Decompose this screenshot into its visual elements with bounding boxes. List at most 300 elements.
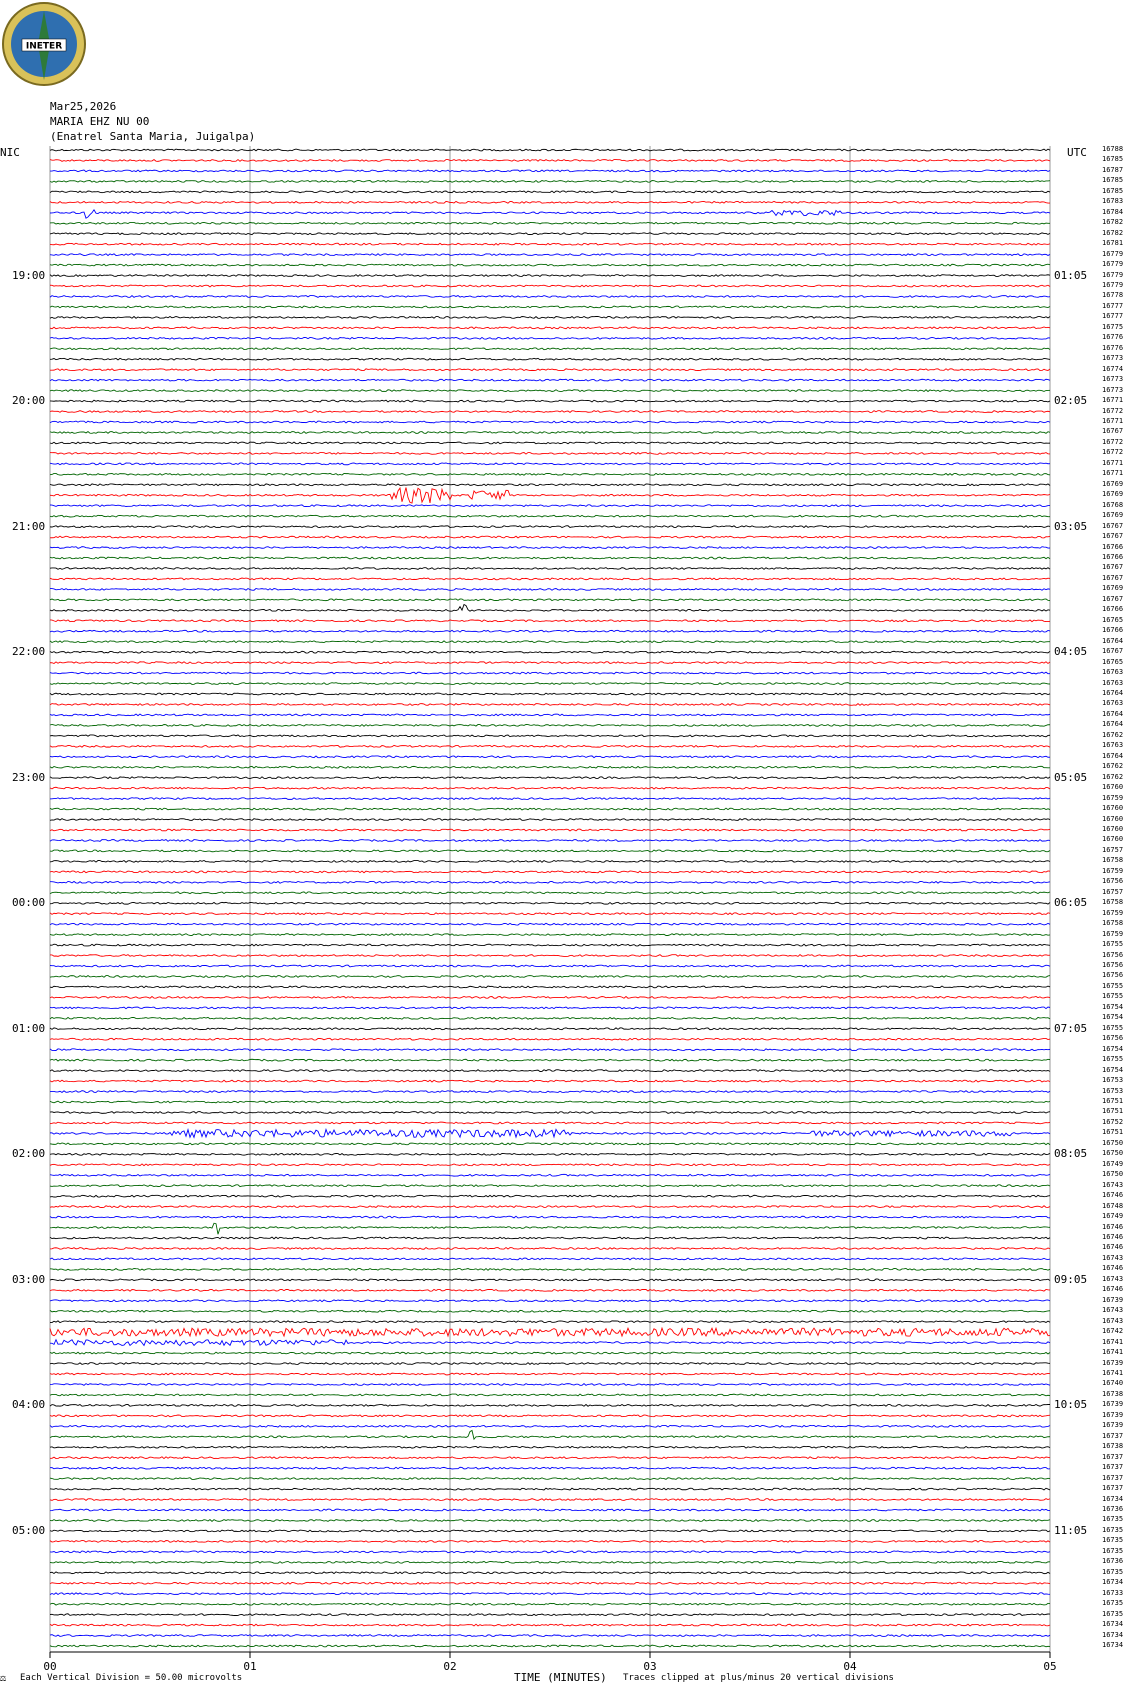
trace-25 [50,411,1050,413]
trace-count: 16772 [1102,437,1124,446]
trace-count: 16754 [1102,1044,1124,1053]
trace-103 [50,1223,1050,1234]
trace-count: 16750 [1102,1138,1124,1147]
trace-42 [50,588,1050,590]
trace-84 [50,1028,1050,1030]
trace-count: 16765 [1102,657,1124,666]
trace-59 [50,766,1050,768]
trace-83 [50,1017,1050,1019]
trace-count: 16768 [1102,500,1124,509]
x-tick-label: 04 [843,1660,857,1673]
trace-count: 16777 [1102,312,1124,321]
trace-count: 16756 [1102,971,1124,980]
trace-count: 16764 [1102,636,1124,645]
trace-count: 16782 [1102,218,1124,227]
x-tick-label: 05 [1043,1660,1057,1673]
trace-count: 16735 [1102,1536,1124,1545]
trace-count: 16773 [1102,354,1124,363]
trace-count: 16751 [1102,1097,1124,1105]
trace-count: 16764 [1102,689,1124,697]
trace-20 [50,358,1050,360]
trace-76 [50,944,1050,946]
trace-count: 16779 [1102,249,1124,258]
right-hour-label: 01:05 [1054,268,1088,282]
trace-count: 16762 [1102,730,1124,739]
trace-count: 16755 [1102,1023,1124,1032]
trace-139 [50,1603,1050,1605]
trace-count: 16754 [1102,1013,1124,1022]
trace-count: 16734 [1102,1494,1124,1503]
trace-count: 16743 [1102,1274,1124,1283]
trace-62 [50,798,1050,800]
trace-count: 16782 [1102,228,1124,237]
trace-26 [50,421,1050,423]
trace-46 [50,630,1050,632]
trace-count: 16767 [1102,563,1124,572]
trace-89 [50,1080,1050,1082]
left-hour-label: 19:00 [12,268,46,282]
trace-43 [50,599,1050,601]
trace-92 [50,1112,1050,1114]
trace-count: 16741 [1102,1369,1124,1377]
trace-100 [50,1195,1050,1197]
trace-count: 16777 [1102,301,1124,310]
trace-count: 16757 [1102,887,1124,896]
trace-count: 16771 [1102,417,1124,425]
trace-8 [50,233,1050,235]
trace-count: 16766 [1102,542,1124,551]
trace-count: 16749 [1102,1212,1124,1221]
trace-7 [50,222,1050,224]
trace-group [50,149,1050,1647]
trace-66 [50,840,1050,842]
trace-47 [50,641,1050,643]
trace-110 [50,1300,1050,1302]
trace-count: 16750 [1102,1149,1124,1158]
trace-count: 16741 [1102,1337,1124,1346]
trace-count: 16743 [1102,1306,1124,1315]
trace-count: 16734 [1102,1641,1124,1649]
trace-40 [50,568,1050,570]
trace-77 [50,955,1050,957]
trace-72 [50,902,1050,904]
trace-44 [50,604,1050,611]
trace-143 [50,1645,1050,1647]
trace-13 [50,285,1050,287]
trace-count: 16767 [1102,532,1124,541]
trace-23 [50,390,1050,392]
trace-41 [50,578,1050,580]
trace-count: 16756 [1102,961,1124,969]
trace-67 [50,850,1050,852]
trace-count: 16767 [1102,573,1124,582]
trace-count: 16759 [1102,866,1124,875]
trace-105 [50,1248,1050,1250]
trace-count: 16771 [1102,469,1124,478]
right-hour-label: 02:05 [1054,394,1088,408]
trace-86 [50,1049,1050,1051]
logo-text: INETER [25,41,63,52]
trace-count: 16733 [1102,1588,1124,1597]
trace-count: 16767 [1102,521,1124,530]
trace-count: 16749 [1102,1159,1124,1168]
trace-0 [50,149,1050,151]
right-hour-label: 03:05 [1054,519,1088,533]
trace-15 [50,306,1050,308]
trace-132 [50,1530,1050,1532]
trace-126 [50,1467,1050,1469]
trace-130 [50,1509,1050,1511]
trace-134 [50,1551,1050,1553]
trace-90 [50,1091,1050,1093]
trace-119 [50,1394,1050,1396]
trace-count: 16737 [1102,1473,1124,1482]
trace-104 [50,1237,1050,1239]
trace-56 [50,735,1050,737]
x-axis-label: TIME (MINUTES) [514,1671,607,1684]
trace-count: 16766 [1102,605,1124,614]
trace-99 [50,1185,1050,1187]
trace-count: 16736 [1102,1557,1124,1566]
trace-39 [50,557,1050,559]
trace-98 [50,1174,1050,1176]
trace-count: 16755 [1102,940,1124,949]
trace-count: 16751 [1102,1128,1124,1137]
trace-141 [50,1624,1050,1626]
trace-127 [50,1478,1050,1480]
x-tick-label: 00 [43,1660,57,1673]
trace-65 [50,829,1050,831]
trace-count: 16734 [1102,1630,1124,1639]
trace-count: 16769 [1102,584,1124,593]
x-tick-label: 01 [243,1660,257,1673]
trace-5 [50,201,1050,203]
left-hour-label: 05:00 [12,1523,46,1537]
trace-106 [50,1258,1050,1260]
trace-10 [50,254,1050,256]
trace-count: 16741 [1102,1348,1124,1357]
trace-count: 16746 [1102,1222,1124,1231]
trace-9 [50,243,1050,245]
left-hour-label: 23:00 [12,770,46,784]
trace-49 [50,662,1050,664]
right-hour-label: 09:05 [1054,1272,1088,1286]
trace-125 [50,1457,1050,1459]
trace-85 [50,1038,1050,1040]
trace-34 [50,505,1050,507]
trace-count: 16767 [1102,427,1124,436]
trace-count: 16757 [1102,845,1124,854]
trace-74 [50,923,1050,925]
trace-count: 16775 [1102,322,1124,331]
trace-54 [50,714,1050,716]
trace-count: 16769 [1102,490,1124,499]
trace-102 [50,1216,1050,1218]
trace-count: 16776 [1102,343,1124,352]
right-hour-label: 04:05 [1054,645,1088,659]
trace-120 [50,1404,1050,1406]
trace-count: 16773 [1102,385,1124,394]
trace-129 [50,1499,1050,1501]
x-tick-label: 02 [443,1660,457,1673]
trace-count: 16766 [1102,553,1124,561]
trace-count: 16743 [1102,1253,1124,1262]
trace-count: 16735 [1102,1609,1124,1618]
trace-count: 16739 [1102,1400,1124,1409]
trace-count: 16735 [1102,1567,1124,1576]
trace-count: 16763 [1102,668,1124,677]
trace-count: 16758 [1102,856,1124,865]
left-zone-label: NIC [0,146,20,159]
trace-count: 16742 [1102,1327,1124,1336]
trace-count: 16753 [1102,1086,1124,1095]
trace-count: 16743 [1102,1180,1124,1189]
right-zone-label: UTC [1067,146,1087,159]
trace-112 [50,1321,1050,1323]
trace-107 [50,1268,1050,1270]
trace-11 [50,264,1050,266]
trace-count: 16737 [1102,1484,1124,1493]
trace-count: 16774 [1102,364,1124,373]
trace-124 [50,1446,1050,1448]
trace-36 [50,526,1050,528]
trace-136 [50,1572,1050,1574]
trace-count: 16746 [1102,1191,1124,1200]
trace-137 [50,1582,1050,1584]
time-axis [43,1652,1056,1673]
clip-note: Traces clipped at plus/minus 20 vertical divisions [623,1673,894,1683]
trace-21 [50,369,1050,371]
left-hour-label: 20:00 [12,394,46,408]
trace-53 [50,704,1050,706]
trace-94 [50,1129,1050,1137]
trace-count: 16769 [1102,511,1124,520]
ineter-logo [0,0,90,90]
trace-70 [50,881,1050,883]
trace-122 [50,1425,1050,1427]
trace-114 [50,1340,1050,1346]
trace-count: 16769 [1102,479,1124,488]
trace-count: 16739 [1102,1358,1124,1367]
trace-79 [50,976,1050,978]
trace-count: 16779 [1102,260,1124,269]
trace-55 [50,724,1050,726]
trace-count: 16765 [1102,615,1124,624]
left-hour-label: 02:00 [12,1147,46,1161]
trace-91 [50,1101,1050,1103]
trace-58 [50,756,1050,758]
scale-note: Each Vertical Division = 50.00 microvolts [20,1673,243,1683]
left-hour-label: 21:00 [12,519,46,533]
trace-140 [50,1614,1050,1616]
trace-count: 16762 [1102,762,1124,771]
trace-48 [50,651,1050,653]
trace-count: 16772 [1102,448,1124,457]
trace-count: 16752 [1102,1117,1124,1126]
trace-count: 16756 [1102,877,1124,886]
trace-count: 16755 [1102,1055,1124,1064]
trace-count: 16760 [1102,804,1124,813]
trace-1 [50,160,1050,162]
trace-count: 16734 [1102,1620,1124,1629]
trace-45 [50,620,1050,622]
trace-133 [50,1540,1050,1542]
trace-63 [50,808,1050,810]
left-hour-label: 01:00 [12,1021,46,1035]
trace-count: 16762 [1102,772,1124,781]
trace-93 [50,1122,1050,1124]
trace-count: 16758 [1102,919,1124,928]
trace-57 [50,745,1050,747]
left-hour-label: 03:00 [12,1272,46,1286]
trace-118 [50,1384,1050,1386]
trace-count: 16756 [1102,1034,1124,1043]
trace-61 [50,787,1050,789]
trace-count: 16760 [1102,825,1124,833]
trace-count: 16739 [1102,1410,1124,1419]
scale-icon: ⚖ [0,1673,7,1684]
trace-24 [50,400,1050,402]
trace-count: 16767 [1102,647,1124,656]
trace-109 [50,1289,1050,1291]
trace-81 [50,996,1050,998]
trace-count: 16759 [1102,908,1124,917]
date-label: Mar25,2026 [50,100,117,113]
trace-38 [50,547,1050,549]
trace-count: 16760 [1102,835,1124,844]
left-hour-label: 04:00 [12,1398,46,1412]
trace-80 [50,986,1050,988]
trace-count: 16776 [1102,333,1124,342]
trace-count: 16740 [1102,1379,1124,1388]
trace-50 [50,672,1050,674]
trace-28 [50,442,1050,444]
trace-17 [50,327,1050,329]
trace-52 [50,693,1050,695]
trace-count: 16760 [1102,814,1124,823]
trace-30 [50,463,1050,465]
trace-27 [50,432,1050,434]
trace-count: 16785 [1102,155,1124,164]
trace-count: 16779 [1102,270,1124,279]
trace-count: 16764 [1102,720,1124,729]
trace-37 [50,536,1050,538]
trace-count: 16766 [1102,626,1124,635]
trace-count: 16735 [1102,1515,1124,1524]
trace-count: 16735 [1102,1546,1124,1555]
trace-count: 16778 [1102,291,1124,300]
trace-18 [50,337,1050,339]
trace-33 [50,488,1050,503]
right-hour-label: 08:05 [1054,1147,1088,1161]
trace-69 [50,871,1050,873]
trace-138 [50,1593,1050,1595]
trace-75 [50,934,1050,936]
left-hour-label: 22:00 [12,645,46,659]
right-hour-label: 07:05 [1054,1021,1088,1035]
left-hour-label: 00:00 [12,896,46,910]
trace-31 [50,473,1050,475]
trace-count: 16764 [1102,751,1124,760]
trace-count: 16787 [1102,165,1124,174]
trace-108 [50,1279,1050,1281]
trace-count: 16779 [1102,281,1124,289]
trace-count: 16751 [1102,1107,1124,1116]
trace-113 [50,1328,1050,1336]
trace-count: 16746 [1102,1285,1124,1294]
trace-116 [50,1363,1050,1365]
trace-count: 16771 [1102,396,1124,405]
trace-71 [50,892,1050,894]
trace-88 [50,1070,1050,1072]
trace-68 [50,860,1050,862]
trace-count: 16764 [1102,709,1124,718]
trace-6 [50,210,1050,218]
trace-count: 16759 [1102,929,1124,938]
trace-121 [50,1415,1050,1417]
trace-count: 16750 [1102,1170,1124,1179]
trace-count: 16756 [1102,950,1124,959]
x-tick-label: 03 [643,1660,657,1673]
trace-count: 16763 [1102,741,1124,750]
trace-count: 16771 [1102,458,1124,467]
trace-count: 16738 [1102,1442,1124,1451]
trace-51 [50,683,1050,685]
trace-3 [50,180,1050,182]
trace-111 [50,1310,1050,1312]
trace-count: 16754 [1102,1065,1124,1074]
trace-64 [50,819,1050,821]
trace-count: 16735 [1102,1525,1124,1534]
trace-115 [50,1352,1050,1354]
trace-count: 16746 [1102,1243,1124,1252]
trace-count: 16755 [1102,981,1124,990]
trace-count: 16734 [1102,1578,1124,1587]
right-hour-label: 10:05 [1054,1398,1088,1412]
trace-count: 16788 [1102,145,1124,153]
trace-count: 16783 [1102,197,1124,206]
trace-2 [50,170,1050,172]
trace-16 [50,316,1050,318]
trace-count: 16760 [1102,783,1124,792]
trace-117 [50,1373,1050,1375]
trace-32 [50,484,1050,486]
trace-count: 16737 [1102,1452,1124,1461]
trace-count: 16759 [1102,793,1124,802]
trace-87 [50,1059,1050,1061]
trace-count: 16739 [1102,1295,1124,1304]
trace-count: 16746 [1102,1264,1124,1273]
trace-count: 16746 [1102,1233,1124,1241]
trace-count: 16784 [1102,207,1124,216]
trace-97 [50,1164,1050,1166]
trace-count: 16763 [1102,678,1124,687]
right-hour-label: 05:05 [1054,770,1088,784]
trace-12 [50,275,1050,277]
trace-count: 16754 [1102,1002,1124,1011]
trace-123 [50,1430,1050,1439]
trace-count: 16753 [1102,1076,1124,1085]
trace-count: 16781 [1102,239,1124,248]
trace-96 [50,1153,1050,1155]
trace-count: 16737 [1102,1431,1124,1440]
station-label: MARIA EHZ NU 00 [50,115,150,128]
right-hour-label: 06:05 [1054,896,1088,910]
trace-count: 16785 [1102,186,1124,195]
trace-count: 16736 [1102,1505,1124,1513]
trace-count: 16739 [1102,1421,1124,1430]
trace-73 [50,913,1050,915]
